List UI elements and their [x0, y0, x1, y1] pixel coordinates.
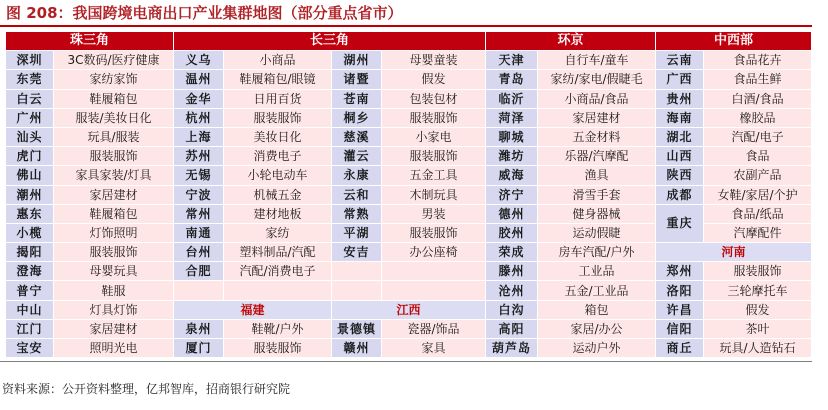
industry-cluster-table: [5, 31, 812, 358]
city-cell: 澄海: [6, 262, 54, 281]
industry-cell: 灯具灯饰: [54, 300, 174, 319]
industry-cell: 服装服饰: [382, 108, 486, 127]
industry-cell: 自行车/童车: [538, 51, 656, 70]
city-cell: 广西: [656, 70, 704, 89]
industry-cell: 服装服饰: [54, 243, 174, 262]
city-cell: 宁波: [174, 185, 224, 204]
industry-cell: 乐器/汽摩配: [538, 147, 656, 166]
city-cell: 小榄: [6, 223, 54, 242]
city-cell: 临沂: [486, 89, 538, 108]
city-cell: 湖北: [656, 127, 704, 146]
table-row: [6, 32, 812, 51]
city-cell: 佛山: [6, 166, 54, 185]
table-row: [6, 204, 812, 223]
industry-cell: 照明光电: [54, 339, 174, 358]
city-cell: 贵州: [656, 89, 704, 108]
city-cell: 苏州: [174, 147, 224, 166]
city-cell: 荣成: [486, 243, 538, 262]
industry-cell: 汽配/电子: [704, 127, 812, 146]
industry-cell: 办公座椅: [382, 243, 486, 262]
city-cell: 安吉: [332, 243, 382, 262]
industry-cell: 五金/工业品: [538, 281, 656, 300]
industry-cell: 小家电: [382, 127, 486, 146]
industry-cell: 鞋服: [54, 281, 174, 300]
industry-cell: 美妆日化: [224, 127, 332, 146]
city-cell: 许昌: [656, 300, 704, 319]
table-row: [6, 89, 812, 108]
industry-cell: 3C数码/医疗健康: [54, 51, 174, 70]
city-cell: 无锡: [174, 166, 224, 185]
industry-cell: 消费电子: [224, 147, 332, 166]
city-cell: 滕州: [486, 262, 538, 281]
industry-cell: 五金材料: [538, 127, 656, 146]
industry-cell: 渔具: [538, 166, 656, 185]
city-cell: 云和: [332, 185, 382, 204]
industry-cell: 运动户外: [538, 339, 656, 358]
city-cell: 东莞: [6, 70, 54, 89]
empty-cell: [332, 281, 382, 300]
city-cell: 深圳: [6, 51, 54, 70]
city-cell: 常州: [174, 204, 224, 223]
city-cell: 潍坊: [486, 147, 538, 166]
city-cell: 威海: [486, 166, 538, 185]
industry-cell: 家居/办公: [538, 319, 656, 338]
source-rule: [0, 361, 812, 362]
industry-cell: 服装服饰: [54, 147, 174, 166]
table-row: [6, 319, 812, 338]
city-cell: 汕头: [6, 127, 54, 146]
city-cell: 海南: [656, 108, 704, 127]
table-row: [6, 70, 812, 89]
industry-cell: 木制玩具: [382, 185, 486, 204]
city-cell: 云南: [656, 51, 704, 70]
industry-cell: 服装服饰: [382, 147, 486, 166]
industry-cell: 食品/纸品: [704, 204, 812, 223]
industry-cell: 服装服饰: [224, 108, 332, 127]
table-row: [6, 108, 812, 127]
industry-cell: 鞋履箱包: [54, 204, 174, 223]
industry-cell: 包装包材: [382, 89, 486, 108]
industry-cell: 运动假睫: [538, 223, 656, 242]
industry-cell: 家居建材: [54, 185, 174, 204]
city-cell: 江门: [6, 319, 54, 338]
industry-cell: 小商品/食品: [538, 89, 656, 108]
industry-cell: 五金工具: [382, 166, 486, 185]
region-header-hn: 河南: [656, 243, 812, 262]
industry-cell: 健身器械: [538, 204, 656, 223]
city-cell: 厦门: [174, 339, 224, 358]
industry-cell: 建材地板: [224, 204, 332, 223]
industry-cell: 小轮电动车: [224, 166, 332, 185]
city-cell: 赣州: [332, 339, 382, 358]
city-cell: 白云: [6, 89, 54, 108]
empty-cell: [382, 281, 486, 300]
industry-cell: 家纺家饰: [54, 70, 174, 89]
industry-cell: 日用百货: [224, 89, 332, 108]
city-cell: 信阳: [656, 319, 704, 338]
city-cell: 诸暨: [332, 70, 382, 89]
city-cell: 葫芦岛: [486, 339, 538, 358]
city-cell: 菏泽: [486, 108, 538, 127]
industry-cell: 滑雪手套: [538, 185, 656, 204]
industry-cell: 小商品: [224, 51, 332, 70]
industry-cell: 母婴童装: [382, 51, 486, 70]
region-header-jx: 江西: [332, 300, 486, 319]
city-cell: 沧州: [486, 281, 538, 300]
industry-cell: 女鞋/家居/个护: [704, 185, 812, 204]
city-cell: 常熟: [332, 204, 382, 223]
industry-cell: 鞋履箱包/眼镜: [224, 70, 332, 89]
city-cell: 宝安: [6, 339, 54, 358]
empty-cell: [224, 281, 332, 300]
city-cell: 重庆: [656, 204, 704, 242]
industry-cell: 玩具/人造钻石: [704, 339, 812, 358]
city-cell: 青岛: [486, 70, 538, 89]
table-row: [6, 51, 812, 70]
industry-cell: 房车汽配/户外: [538, 243, 656, 262]
city-cell: 揭阳: [6, 243, 54, 262]
industry-cell: 假发: [704, 300, 812, 319]
industry-cell: 橡胶品: [704, 108, 812, 127]
city-cell: 金华: [174, 89, 224, 108]
industry-cell: 家具家装/灯具: [54, 166, 174, 185]
city-cell: 胶州: [486, 223, 538, 242]
industry-cell: 机械五金: [224, 185, 332, 204]
industry-cell: 鞋履箱包: [54, 89, 174, 108]
industry-cell: 家居建材: [538, 108, 656, 127]
city-cell: 德州: [486, 204, 538, 223]
region-header-fj: 福建: [174, 300, 332, 319]
industry-cell: 农副产品: [704, 166, 812, 185]
title-rule: [0, 25, 812, 27]
industry-cell: 服装服饰: [224, 339, 332, 358]
city-cell: 潮州: [6, 185, 54, 204]
city-cell: 天津: [486, 51, 538, 70]
city-cell: 惠东: [6, 204, 54, 223]
industry-cell: 母婴玩具: [54, 262, 174, 281]
industry-cell: 家纺/家电/假睫毛: [538, 70, 656, 89]
city-cell: 平湖: [332, 223, 382, 242]
industry-cell: 三轮摩托车: [704, 281, 812, 300]
industry-cell: 服装服饰: [704, 262, 812, 281]
table-row: [6, 339, 812, 358]
industry-cell: 家纺: [224, 223, 332, 242]
figure-title: 图 208：我国跨境电商出口产业集群地图（部分重点省市）: [6, 4, 403, 22]
city-cell: 南通: [174, 223, 224, 242]
region-header-csj: 长三角: [174, 32, 486, 51]
city-cell: 上海: [174, 127, 224, 146]
table-row: [6, 147, 812, 166]
city-cell: 灌云: [332, 147, 382, 166]
city-cell: 商丘: [656, 339, 704, 358]
empty-cell: [332, 262, 382, 281]
table-row: [6, 166, 812, 185]
city-cell: 合肥: [174, 262, 224, 281]
city-cell: 永康: [332, 166, 382, 185]
city-cell: 苍南: [332, 89, 382, 108]
empty-cell: [382, 262, 486, 281]
city-cell: 杭州: [174, 108, 224, 127]
industry-cell: 服装/美妆日化: [54, 108, 174, 127]
table-body: [6, 32, 812, 358]
industry-cell: 食品: [704, 147, 812, 166]
table-row: [6, 281, 812, 300]
city-cell: 洛阳: [656, 281, 704, 300]
city-cell: 景德镇: [332, 319, 382, 338]
industry-cell: 白酒/食品: [704, 89, 812, 108]
city-cell: 广州: [6, 108, 54, 127]
industry-cell: 灯饰照明: [54, 223, 174, 242]
city-cell: 泉州: [174, 319, 224, 338]
industry-cell: 服装服饰: [382, 223, 486, 242]
city-cell: 陕西: [656, 166, 704, 185]
table-row: [6, 262, 812, 281]
source-note: 资料来源：公开资料整理，亿邦智库，招商银行研究院: [2, 382, 291, 396]
city-cell: 温州: [174, 70, 224, 89]
industry-cell: 工业品: [538, 262, 656, 281]
city-cell: 郑州: [656, 262, 704, 281]
city-cell: 白沟: [486, 300, 538, 319]
industry-cell: 假发: [382, 70, 486, 89]
city-cell: 山西: [656, 147, 704, 166]
city-cell: 慈溪: [332, 127, 382, 146]
city-cell: 虎门: [6, 147, 54, 166]
city-cell: 中山: [6, 300, 54, 319]
industry-cell: 家具: [382, 339, 486, 358]
city-cell: 湖州: [332, 51, 382, 70]
city-cell: 台州: [174, 243, 224, 262]
industry-cell: 男装: [382, 204, 486, 223]
industry-cell: 汽配/消费电子: [224, 262, 332, 281]
industry-cell: 塑料制品/汽配: [224, 243, 332, 262]
industry-cell: 鞋靴/户外: [224, 319, 332, 338]
table-row: [6, 243, 812, 262]
city-cell: 成都: [656, 185, 704, 204]
city-cell: 聊城: [486, 127, 538, 146]
table-row: [6, 185, 812, 204]
industry-cell: 汽摩配件: [704, 223, 812, 242]
industry-cell: 玩具/服装: [54, 127, 174, 146]
city-cell: 桐乡: [332, 108, 382, 127]
industry-cell: 食品花卉: [704, 51, 812, 70]
table-row: [6, 127, 812, 146]
region-header-zxb: 中西部: [656, 32, 812, 51]
industry-cell: 瓷器/饰品: [382, 319, 486, 338]
region-header-hj: 环京: [486, 32, 656, 51]
table-row: [6, 300, 812, 319]
industry-cell: 茶叶: [704, 319, 812, 338]
empty-cell: [174, 281, 224, 300]
industry-cell: 食品生鲜: [704, 70, 812, 89]
city-cell: 济宁: [486, 185, 538, 204]
city-cell: 高阳: [486, 319, 538, 338]
region-header-zsj: 珠三角: [6, 32, 174, 51]
city-cell: 普宁: [6, 281, 54, 300]
city-cell: 义乌: [174, 51, 224, 70]
industry-cell: 家居建材: [54, 319, 174, 338]
industry-cell: 箱包: [538, 300, 656, 319]
